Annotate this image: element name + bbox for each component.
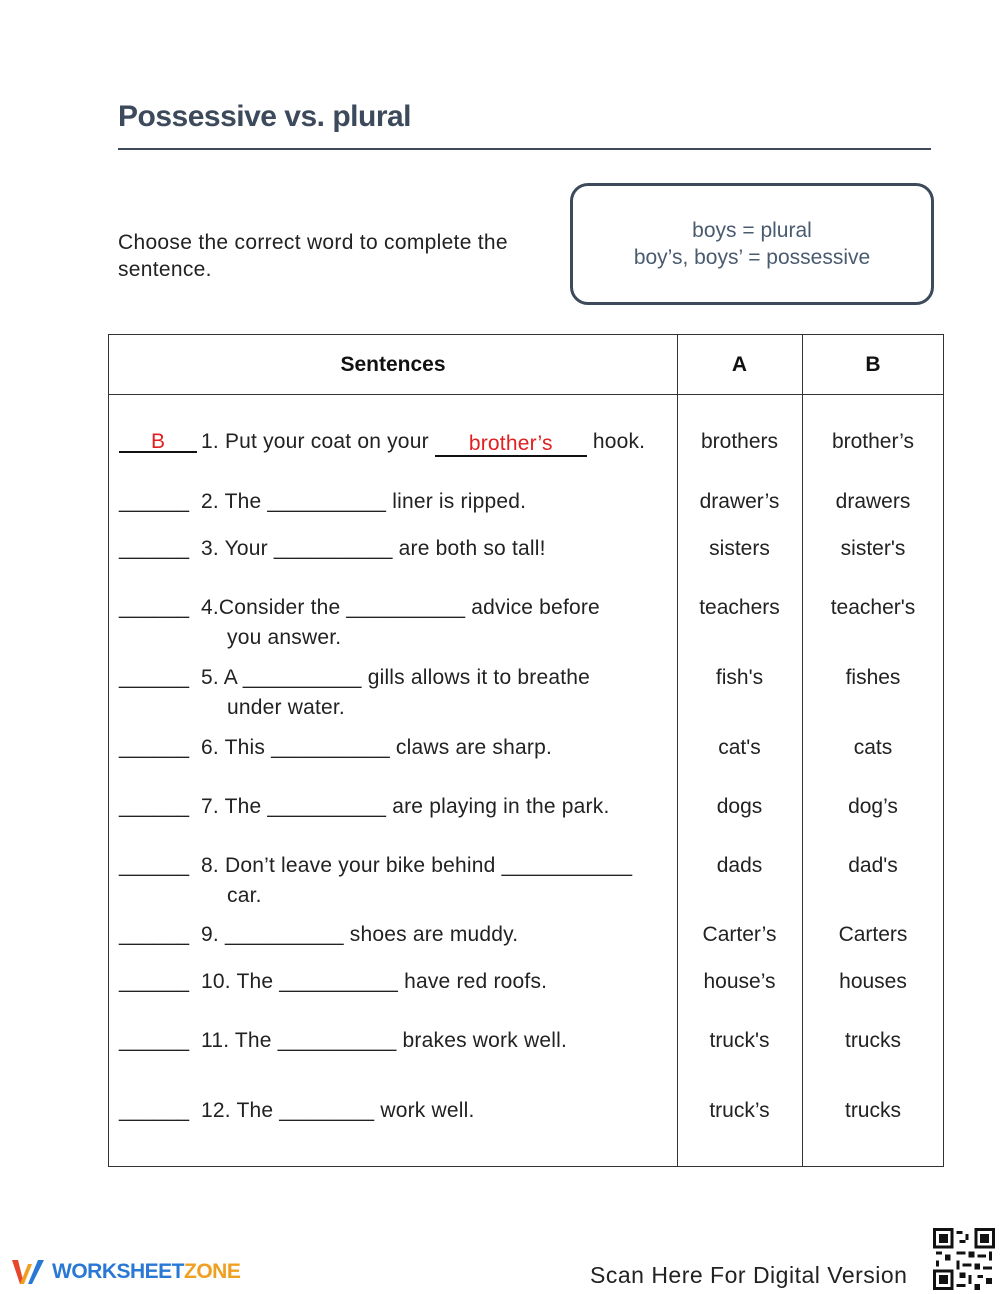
instructions: Choose the correct word to complete the sentence. [118, 231, 508, 281]
sentence-text: 12. The ________ work well. [201, 1099, 475, 1122]
option-b[interactable]: teacher's [830, 596, 916, 619]
option-a[interactable]: teachers [699, 596, 780, 619]
option-b[interactable]: dog’s [848, 795, 898, 818]
rule-box-line1: boys = plural [692, 219, 812, 242]
answer-blank[interactable]: ______ [119, 537, 190, 560]
sentence-text: 9. __________ shoes are muddy. [201, 923, 519, 946]
answer-blank[interactable]: ______ [119, 970, 190, 993]
answer-blank[interactable]: ______ [119, 923, 190, 946]
option-a[interactable]: truck's [709, 1029, 770, 1052]
option-b[interactable]: trucks [844, 1029, 901, 1052]
option-b[interactable]: houses [839, 970, 907, 993]
option-a[interactable]: fish's [715, 666, 764, 689]
option-b[interactable]: brother’s [831, 430, 915, 453]
option-a[interactable]: dads [716, 854, 763, 877]
option-a[interactable]: drawer’s [699, 490, 780, 513]
option-b[interactable]: fishes [845, 666, 901, 689]
page-title: Possessive vs. plural [118, 100, 412, 133]
answer-blank[interactable]: ______ [119, 736, 190, 759]
sentence-text: 6. This __________ claws are sharp. [201, 736, 552, 759]
option-a[interactable]: Carter’s [702, 923, 777, 946]
answer-blank[interactable]: B [119, 427, 197, 453]
answer-blank[interactable]: ______ [119, 1099, 190, 1122]
qr-code-icon [933, 1228, 995, 1290]
worksheetzone-logo [10, 1256, 240, 1288]
sentence-continuation: you answer. [227, 626, 342, 649]
sentence-text: 1. Put your coat on your brother’s hook. [201, 430, 646, 455]
answer-blank[interactable]: ______ [119, 854, 190, 877]
answer-blank[interactable]: ______ [119, 596, 190, 619]
worksheet-table [108, 334, 944, 1167]
sentence-text: 5. A __________ gills allows it to breathe under water. [201, 663, 681, 723]
option-a[interactable]: dogs [716, 795, 763, 818]
header-a: A [731, 353, 748, 376]
option-b[interactable]: sister's [840, 537, 906, 560]
sentence-text: 8. Don’t leave your bike behind ___________ car. [201, 851, 681, 911]
header-b: B [865, 353, 881, 376]
sentence-text: 10. The __________ have red roofs. [201, 970, 548, 993]
option-a[interactable]: sisters [709, 537, 770, 560]
option-b[interactable]: cats [853, 736, 893, 759]
rule-box [570, 183, 934, 305]
sentence-text: 4.Consider the __________ advice before you answer. [201, 593, 681, 653]
option-a[interactable]: brothers [700, 430, 779, 453]
scan-text: Scan Here For Digital Version [590, 1262, 908, 1288]
answer-blank[interactable]: ______ [119, 1029, 190, 1052]
brand-name: WORKSHEETZONE [52, 1260, 241, 1283]
filled-word[interactable]: brother’s [435, 431, 587, 457]
option-a[interactable]: truck’s [709, 1099, 770, 1122]
option-a[interactable]: house’s [703, 970, 776, 993]
option-b[interactable]: Carters [838, 923, 908, 946]
option-b[interactable]: dad's [848, 854, 898, 877]
option-a[interactable]: cat's [718, 736, 761, 759]
answer-blank[interactable]: ______ [119, 666, 190, 689]
sentence-text: 7. The __________ are playing in the park. [201, 795, 610, 818]
worksheetzone-logo-icon [10, 1256, 46, 1288]
header-divider [109, 394, 943, 395]
title-divider [118, 148, 931, 150]
sentence-text: 2. The __________ liner is ripped. [201, 490, 527, 513]
sentence-text: 3. Your __________ are both so tall! [201, 537, 546, 560]
header-sentences: Sentences [340, 353, 446, 376]
sentence-text: 11. The __________ brakes work well. [201, 1029, 567, 1052]
rule-box-line2: boy’s, boys’ = possessive [633, 246, 871, 269]
answer-blank[interactable]: ______ [119, 795, 190, 818]
answer-blank[interactable]: ______ [119, 490, 190, 513]
sentence-continuation: under water. [227, 696, 345, 719]
sentence-continuation: car. [227, 884, 262, 907]
option-b[interactable]: drawers [835, 490, 911, 513]
option-b[interactable]: trucks [844, 1099, 901, 1122]
